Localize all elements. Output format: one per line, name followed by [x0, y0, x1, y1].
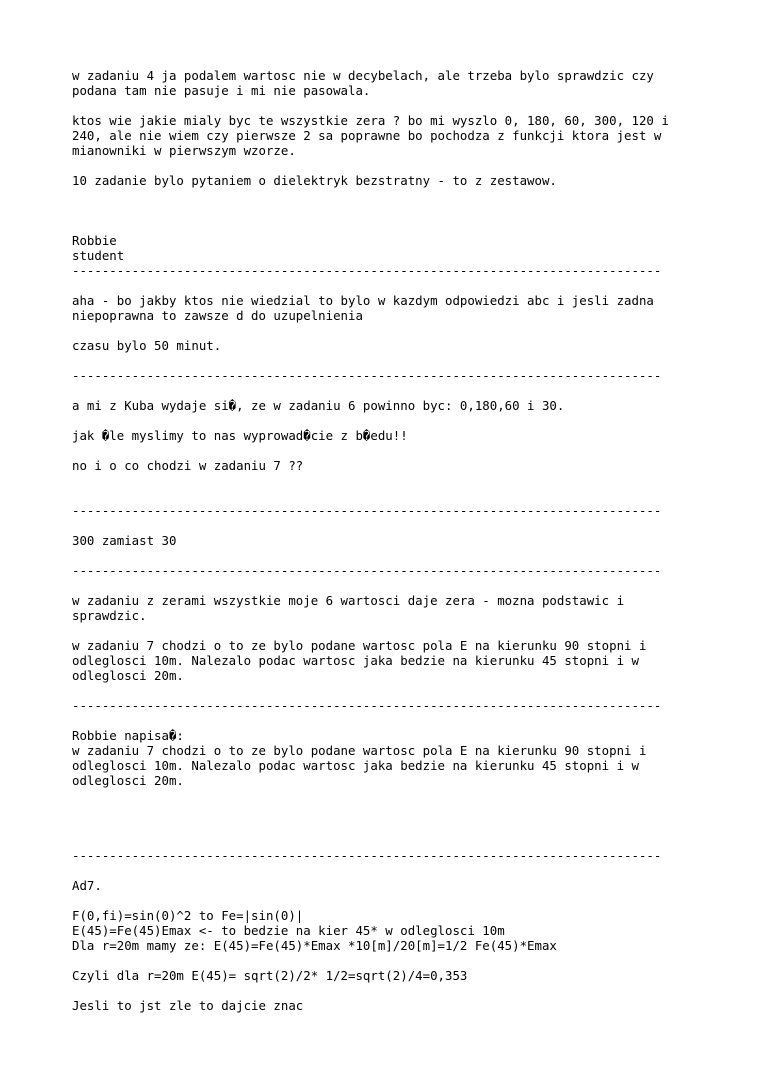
text-line: w zadaniu 4 ja podalem wartosc nie w decybelach, ale trzeba bylo sprawdzic czy: [72, 68, 654, 83]
blank-line: [72, 158, 712, 173]
blank-line: [72, 323, 712, 338]
separator-line: -------------------------------------------------------------------------------: [72, 263, 662, 278]
blank-line: [72, 383, 712, 398]
separator-line: -------------------------------------------------------------------------------: [72, 848, 662, 863]
text-line: aha - bo jakby ktos nie wiedzial to bylo w kazdym odpowiedzi abc i jesli zadna: [72, 293, 654, 308]
blank-line: [72, 713, 712, 728]
blank-line: [72, 683, 712, 698]
blank-line: [72, 188, 712, 203]
author-name: Robbie: [72, 233, 117, 248]
quote-line: w zadaniu 7 chodzi o to ze bylo podane wartosc pola E na kierunku 90 stopni i: [72, 743, 647, 758]
text-line: czasu bylo 50 minut.: [72, 338, 222, 353]
text-line: podana tam nie pasuje i mi nie pasowala.: [72, 83, 371, 98]
separator-line: -------------------------------------------------------------------------------: [72, 503, 662, 518]
text-line: 10 zadanie bylo pytaniem o dielektryk bezstratny - to z zestawow.: [72, 173, 557, 188]
text-line: odleglosci 20m.: [72, 668, 184, 683]
quote-header: Robbie napisa�:: [72, 728, 184, 743]
text-line: w zadaniu z zerami wszystkie moje 6 wartosci daje zera - mozna podstawic i: [72, 593, 625, 608]
blank-line: [72, 818, 712, 833]
blank-line: [72, 788, 712, 803]
text-line: Ad7.: [72, 878, 102, 893]
forum-thread-text: [72, 68, 712, 1013]
quote-line: odleglosci 20m.: [72, 773, 184, 788]
blank-line: [72, 953, 712, 968]
text-line: 240, ale nie wiem czy pierwsze 2 sa poprawne bo pochodza z funkcji ktora jest w: [72, 128, 662, 143]
text-line: a mi z Kuba wydaje si�, ze w zadaniu 6 powinno byc: 0,180,60 i 30.: [72, 398, 565, 413]
blank-line: [72, 803, 712, 818]
formula-line: Dla r=20m mamy ze: E(45)=Fe(45)*Emax *10[m]/20[m]=1/2 Fe(45)*Emax: [72, 938, 557, 953]
author-role: student: [72, 248, 125, 263]
text-line: jak �le myslimy to nas wyprowad�cie z b�edu!!: [72, 428, 408, 443]
text-line: w zadaniu 7 chodzi o to ze bylo podane wartosc pola E na kierunku 90 stopni i: [72, 638, 647, 653]
formula-line: E(45)=Fe(45)Emax <- to bedzie na kier 45* w odleglosci 10m: [72, 923, 505, 938]
text-line: no i o co chodzi w zadaniu 7 ??: [72, 458, 304, 473]
blank-line: [72, 893, 712, 908]
blank-line: [72, 218, 712, 233]
text-line: sprawdzic.: [72, 608, 147, 623]
blank-line: [72, 623, 712, 638]
separator-line: -------------------------------------------------------------------------------: [72, 368, 662, 383]
blank-line: [72, 278, 712, 293]
text-line: odleglosci 10m. Nalezalo podac wartosc jaka bedzie na kierunku 45 stopni i w: [72, 653, 639, 668]
quote-line: odleglosci 10m. Nalezalo podac wartosc jaka bedzie na kierunku 45 stopni i w: [72, 758, 639, 773]
separator-line: -------------------------------------------------------------------------------: [72, 698, 662, 713]
text-line: Jesli to jst zle to dajcie znac: [72, 998, 304, 1013]
text-line: mianowniki w pierwszym wzorze.: [72, 143, 296, 158]
text-line: niepoprawna to zawsze d do uzupelnienia: [72, 308, 363, 323]
blank-line: [72, 353, 712, 368]
formula-line: F(0,fi)=sin(0)^2 to Fe=|sin(0)|: [72, 908, 304, 923]
blank-line: [72, 863, 712, 878]
blank-line: [72, 203, 712, 218]
text-line: 300 zamiast 30: [72, 533, 177, 548]
formula-line: Czyli dla r=20m E(45)= sqrt(2)/2* 1/2=sqrt(2)/4=0,353: [72, 968, 468, 983]
text-line: ktos wie jakie mialy byc te wszystkie zera ? bo mi wyszlo 0, 180, 60, 300, 120 i: [72, 113, 669, 128]
blank-line: [72, 413, 712, 428]
blank-line: [72, 488, 712, 503]
blank-line: [72, 98, 712, 113]
blank-line: [72, 473, 712, 488]
blank-line: [72, 983, 712, 998]
blank-line: [72, 548, 712, 563]
blank-line: [72, 578, 712, 593]
separator-line: -------------------------------------------------------------------------------: [72, 563, 662, 578]
blank-line: [72, 833, 712, 848]
blank-line: [72, 518, 712, 533]
blank-line: [72, 443, 712, 458]
